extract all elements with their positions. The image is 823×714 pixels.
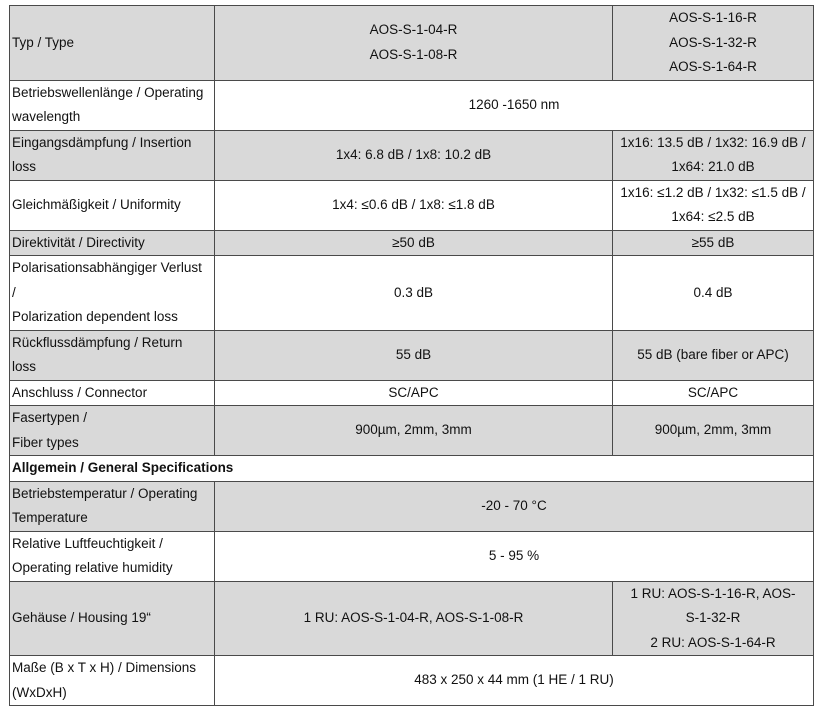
row-label-line: (WxDxH) — [12, 684, 67, 700]
row-value-col2-line: AOS-S-1-32-R — [669, 34, 757, 50]
row-label — [10, 531, 215, 581]
row-value-col2-line: 55 dB (bare fiber or APC) — [637, 346, 789, 362]
row-value-line: 5 - 95 % — [488, 547, 540, 563]
row-value-col1-line: SC/APC — [388, 384, 439, 400]
row-value-col2 — [613, 330, 814, 380]
row-value-col2-line: 1 RU: AOS-S-1-16-R, AOS- — [630, 585, 796, 601]
row-label-line: / — [12, 284, 16, 300]
row-value-col1 — [215, 330, 613, 380]
row-value — [215, 656, 814, 706]
row-value-col1 — [215, 406, 613, 456]
row-value-col1 — [215, 130, 613, 180]
row-value-col1 — [215, 256, 613, 331]
row-value-col2-line: S-1-32-R — [685, 610, 741, 625]
table-row — [10, 230, 814, 256]
row-value-col2 — [613, 380, 814, 406]
row-value-col2-line: 0.4 dB — [693, 284, 733, 300]
row-value-col2 — [613, 230, 814, 256]
row-value-line: 483 x 250 x 44 mm (1 HE / 1 RU) — [414, 672, 614, 688]
row-label-line: Fiber types — [12, 434, 79, 450]
row-label-line: loss — [12, 359, 37, 374]
row-label-line: Direktivität / Directivity — [12, 234, 145, 250]
row-value-col2-line: 2 RU: AOS-S-1-64-R — [650, 634, 776, 650]
row-value-col1-line: AOS-S-1-04-R — [369, 22, 458, 38]
row-label — [10, 80, 215, 130]
row-value-col1 — [215, 380, 613, 406]
row-value-col2-line: SC/APC — [687, 384, 739, 400]
table-row — [10, 481, 814, 531]
row-label-line: Eingangsdämpfung / Insertion — [12, 134, 192, 150]
row-value-col2 — [613, 406, 814, 456]
specifications-table — [9, 5, 814, 706]
row-value-col1-line: 1x4: 6.8 dB / 1x8: 10.2 dB — [335, 146, 492, 162]
row-value-col2-line: ≥55 dB — [691, 234, 735, 250]
section-title: Allgemein / General Specifications — [10, 456, 814, 482]
row-label — [10, 481, 215, 531]
row-value-col1-line: 1 RU: AOS-S-1-04-R, AOS-S-1-08-R — [303, 610, 524, 625]
table-row — [10, 80, 814, 130]
row-value-col2-line: 1x16: 13.5 dB / 1x32: 16.9 dB / — [620, 134, 806, 150]
row-value-col2-line: 1x16: ≤1.2 dB / 1x32: ≤1.5 dB / — [620, 184, 806, 200]
row-label-line: Anschluss / Connector — [12, 384, 148, 400]
table-row — [10, 256, 814, 331]
row-label-line: Betriebstemperatur / Operating — [12, 485, 198, 501]
table-row — [10, 656, 814, 706]
section-header-row — [10, 456, 814, 482]
row-label — [10, 330, 215, 380]
row-value-col1-line: ≥50 dB — [392, 234, 435, 250]
row-label-line: Rückflussdämpfung / Return — [12, 334, 183, 350]
row-label-line: Polarisationsabhängiger Verlust — [12, 260, 202, 275]
table-row — [10, 6, 814, 81]
row-value-col1-line: 900µm, 2mm, 3mm — [355, 422, 472, 438]
row-label-line: Fasertypen / — [12, 410, 88, 425]
row-value-col2 — [613, 180, 814, 230]
row-value — [215, 80, 814, 130]
row-value-col2 — [613, 581, 814, 656]
row-value-col1-line: AOS-S-1-08-R — [369, 46, 458, 62]
row-label-line: Operating relative humidity — [12, 560, 173, 575]
row-label — [10, 180, 215, 230]
table-row — [10, 581, 814, 656]
row-label — [10, 656, 215, 706]
table-row — [10, 406, 814, 456]
row-label — [10, 256, 215, 331]
row-value-col1 — [215, 6, 613, 81]
row-label — [10, 406, 215, 456]
row-value-col2-line: 1x64: 21.0 dB — [671, 159, 755, 174]
row-value-col1 — [215, 581, 613, 656]
table-row — [10, 130, 814, 180]
row-label — [10, 380, 215, 406]
row-value-col2 — [613, 256, 814, 331]
row-value-col2-line: AOS-S-1-64-R — [669, 59, 757, 74]
row-label-line: Gehäuse / Housing 19“ — [12, 610, 151, 625]
row-value-line: 1260 -1650 nm — [468, 96, 560, 112]
row-value-col1-line: 0.3 dB — [393, 284, 434, 300]
row-label-line: Typ / Type — [12, 34, 75, 50]
row-label-line: loss — [12, 159, 37, 174]
row-label — [10, 130, 215, 180]
row-value-col2-line: 1x64: ≤2.5 dB — [671, 209, 755, 224]
row-label — [10, 230, 215, 256]
row-label-line: wavelength — [12, 109, 81, 124]
row-value — [215, 481, 814, 531]
row-value-col1 — [215, 180, 613, 230]
row-value-col1-line: 1x4: ≤0.6 dB / 1x8: ≤1.8 dB — [332, 196, 495, 212]
row-value-col1 — [215, 230, 613, 256]
row-value-line: -20 - 70 °C — [481, 497, 547, 513]
table-row — [10, 380, 814, 406]
table-row — [10, 180, 814, 230]
row-value-col2 — [613, 130, 814, 180]
row-value-col1-line: 55 dB — [395, 346, 432, 362]
row-label-line: Relative Luftfeuchtigkeit / — [12, 535, 163, 551]
row-value — [215, 531, 814, 581]
row-label — [10, 581, 215, 656]
row-value-col2 — [613, 6, 814, 81]
row-value-col2-line: 900µm, 2mm, 3mm — [654, 422, 772, 438]
row-value-col2-line: AOS-S-1-16-R — [669, 10, 757, 25]
row-label — [10, 6, 215, 81]
row-label-line: Gleichmäßigkeit / Uniformity — [12, 196, 181, 212]
table-row — [10, 330, 814, 380]
row-label-line: Betriebswellenlänge / Operating — [12, 84, 204, 100]
row-label-line: Polarization dependent loss — [12, 309, 178, 324]
table-row — [10, 531, 814, 581]
row-label-line: Maße (B x T x H) / Dimensions — [12, 660, 197, 675]
row-label-line: Temperature — [12, 510, 88, 525]
